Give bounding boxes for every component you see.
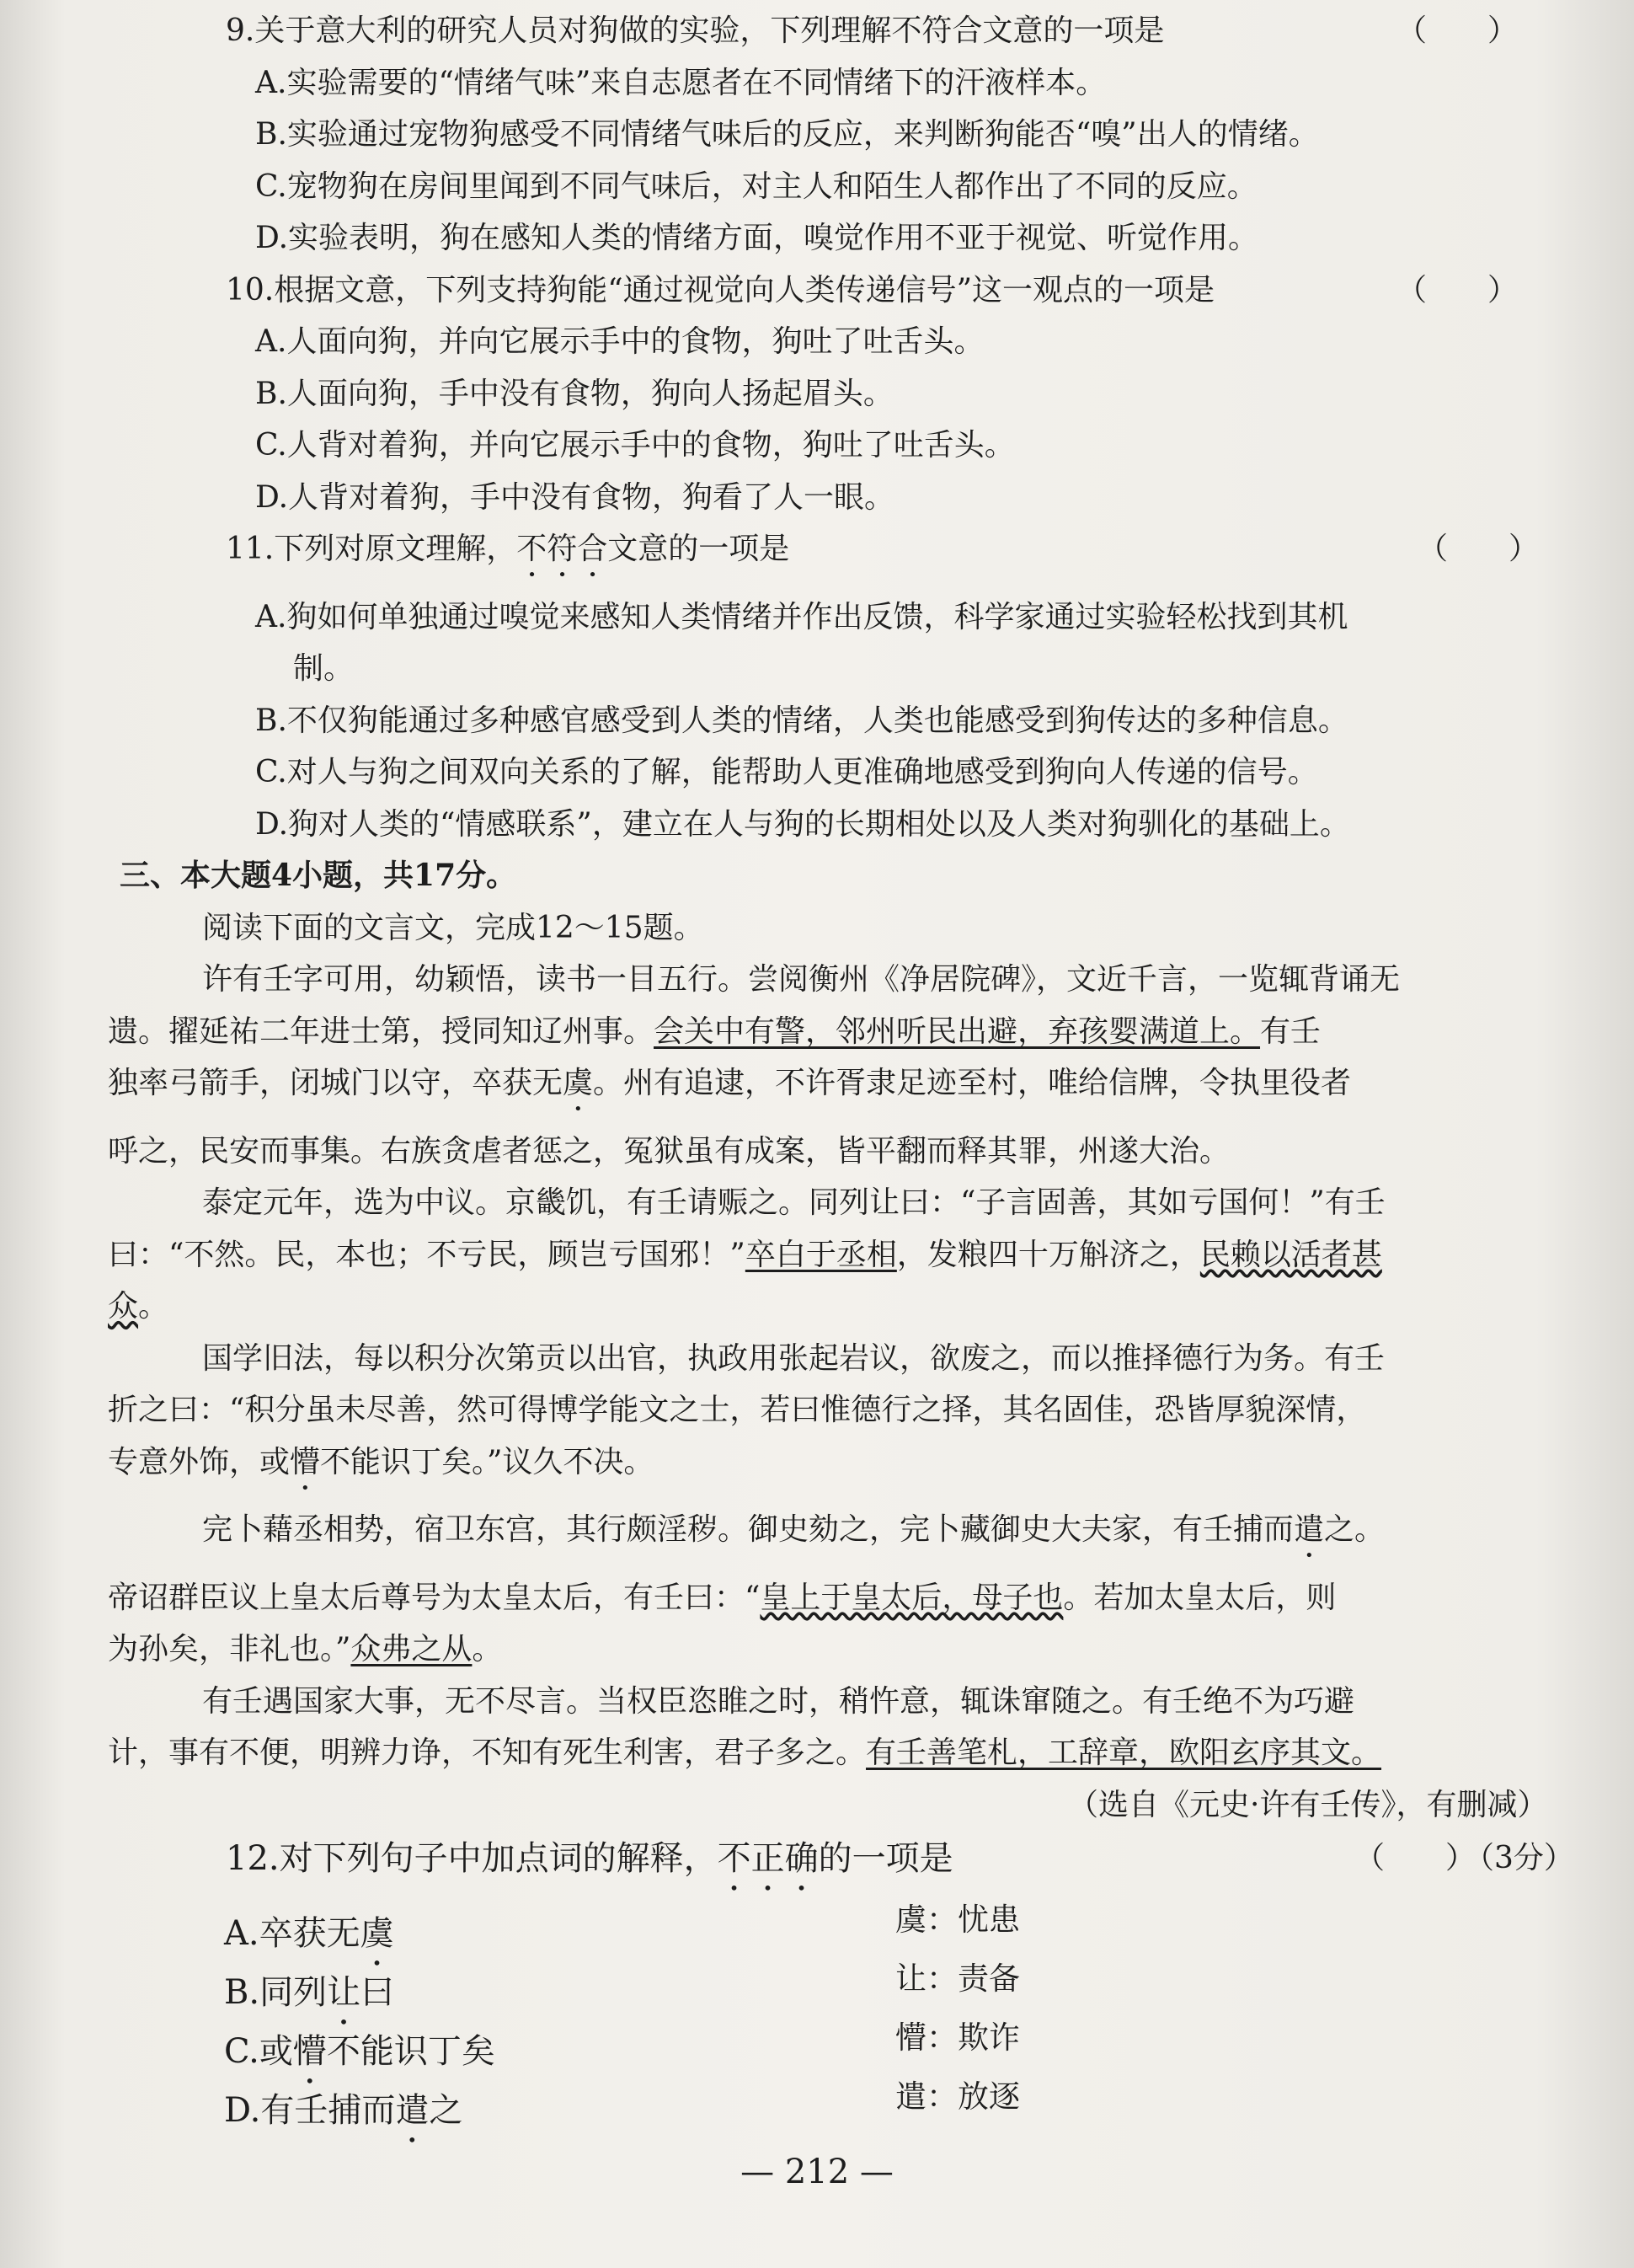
- q12-option-a: [108, 1901, 1557, 1955]
- passage-source: （选自《元史·许有壬传》，有删减）: [1068, 1787, 1548, 1822]
- passage-p3-line3: [108, 1443, 1557, 1497]
- option-text: B.同列: [224, 1972, 328, 2012]
- q12-stem: [108, 1837, 1574, 1898]
- section-3-intro: 阅读下面的文言文，完成12～15题。: [202, 910, 704, 945]
- underlined-sentence: 卒白于丞相: [745, 1237, 897, 1272]
- q11-stem-post: 文意的一项是: [607, 532, 790, 566]
- passage-text: ，发粮四十万斛济之，: [896, 1237, 1200, 1272]
- passage-text: 帝诏群臣议上皇太后尊号为太皇太后，有壬曰：“: [108, 1580, 761, 1615]
- q9-stem: [108, 12, 1557, 50]
- q10-option-b: B.人面向狗，手中没有食物，狗向人扬起眉头。: [255, 376, 894, 411]
- q11-stem-pre: 11.下列对原文理解，: [226, 532, 517, 566]
- q11-stem-emphasis: 不符合: [516, 532, 608, 566]
- q12-option-b-gloss: 让：责备: [895, 1960, 1020, 1997]
- passage-text: 。: [138, 1289, 169, 1324]
- q11-option-a-line2: 制。: [293, 651, 355, 686]
- passage-p1-line2: [108, 1013, 1557, 1051]
- page-content: [108, 12, 1574, 2148]
- wavy-underlined-sentence: 民赖以活者甚: [1199, 1237, 1382, 1272]
- wavy-underlined-sentence: 众: [108, 1289, 139, 1324]
- option-text: 不能识丁矣: [326, 2031, 495, 2071]
- section-3-heading: 三、本大题4小题，共17分。: [120, 858, 517, 893]
- passage-p4-line1: [108, 1511, 1557, 1565]
- option-text: 曰: [360, 1972, 395, 2012]
- passage-p5-line2: [108, 1734, 1557, 1772]
- q11-answer-paren: （ ）: [1418, 532, 1540, 566]
- q12-option-b: [108, 1960, 1557, 2014]
- underlined-sentence: 会关中有警，邻州听民出避，弃孩婴满道上。: [654, 1014, 1261, 1049]
- q9-option-a: A.实验需要的“情绪气味”来自志愿者在不同情绪下的汗液样本。: [255, 65, 1107, 100]
- passage-text: 为孙矣，非礼也。”: [108, 1632, 351, 1666]
- dotted-word: 虞: [360, 1913, 394, 1953]
- dotted-word: 懵: [290, 1444, 321, 1479]
- passage-text: 独率弓箭手，闭城门以守，卒获无: [108, 1066, 563, 1100]
- q12-stem-post: 的一项是: [818, 1839, 953, 1878]
- q9-answer-paren: （ ）: [1396, 13, 1519, 48]
- passage-p4-line2: [108, 1579, 1557, 1617]
- passage-text: 专意外饰，或: [108, 1444, 291, 1479]
- dotted-word: 虞: [563, 1066, 594, 1100]
- q12-score: （3分）: [1464, 1841, 1574, 1875]
- page-number: — 212 —: [740, 2153, 894, 2191]
- q9-option-b: B.实验通过宠物狗感受不同情绪气味后的反应，来判断狗能否“嗅”出人的情绪。: [255, 117, 1319, 152]
- q11-option-a-line1: A.狗如何单独通过嗅觉来感知人类情绪并作出反馈，科学家通过实验轻松找到其机: [255, 599, 1348, 634]
- dotted-word: 遣: [395, 2090, 430, 2130]
- passage-p2-line2: [108, 1236, 1557, 1274]
- q12-stem-emphasis: 不正确: [717, 1839, 819, 1878]
- q12-answer-paren: （ ）: [1354, 1841, 1476, 1875]
- passage-p2-line1: 泰定元年，选为中议。京畿饥，有壬请赈之。同列让曰：“子言固善，其如亏国何！”有壬: [202, 1185, 1386, 1220]
- q10-option-d: D.人背对着狗，手中没有食物，狗看了人一眼。: [255, 479, 895, 515]
- passage-p2-line3: [108, 1287, 1557, 1325]
- passage-text: 。州有追逮，不许胥隶足迹至村，唯给信牌，令执里役者: [593, 1066, 1352, 1100]
- passage-text: 。: [472, 1632, 503, 1666]
- passage-text: 计，事有不便，明辨力诤，不知有死生利害，君子多之。: [108, 1736, 867, 1770]
- dotted-word: 懵: [292, 2031, 327, 2071]
- passage-p3-line1: 国学旧法，每以积分次第贡以出官，执政用张起岩议，欲废之，而以推择德行为务。有壬: [202, 1340, 1386, 1376]
- dotted-word: 让: [327, 1972, 361, 2012]
- q11-option-b: B.不仅狗能通过多种感官感受到人类的情绪，人类也能感受到狗传达的多种信息。: [255, 703, 1348, 738]
- passage-text: 曰：“不然。民，本也；不亏民，顾岂亏国邪！”: [108, 1237, 745, 1272]
- q10-stem-text: 10.根据文意，下列支持狗能“通过视觉向人类传递信号”这一观点的一项是: [226, 272, 1215, 308]
- q12-option-c: [108, 2019, 1557, 2073]
- passage-p3-line2: 折之曰：“积分虽未尽善，然可得博学能文之士，若曰惟德行之择，其名固佳，恐皆厚貌深情，: [108, 1393, 1367, 1427]
- passage-text: 有壬: [1260, 1014, 1322, 1049]
- passage-text: 完卜藉丞相势，宿卫东宫，其行颇淫秽。御史劾之，完卜藏御史大夫家，有壬捕而: [202, 1512, 1295, 1547]
- passage-p4-line3: [108, 1630, 1557, 1668]
- underlined-sentence: 众弗之从: [350, 1632, 473, 1666]
- dotted-word: 遣: [1294, 1512, 1325, 1547]
- q10-option-a: A.人面向狗，并向它展示手中的食物，狗吐了吐舌头。: [255, 324, 985, 359]
- passage-text: 。若加太皇太后，则: [1063, 1580, 1337, 1615]
- wavy-underlined-sentence: 皇上于皇太后，母子也: [760, 1580, 1064, 1615]
- q12-option-d-gloss: 遣：放逐: [895, 2078, 1020, 2115]
- passage-p5-line1: 有壬遇国家大事，无不尽言。当权臣恣睢之时，稍忤意，辄诛窜随之。有壬绝不为巧避: [202, 1683, 1355, 1719]
- option-text: C.或: [224, 2031, 293, 2071]
- q12-option-d: [108, 2078, 1557, 2132]
- passage-text: 之。: [1324, 1512, 1386, 1547]
- q11-option-d: D.狗对人类的“情感联系”，建立在人与狗的长期相处以及人类对狗驯化的基础上。: [255, 806, 1350, 842]
- option-text: A.卒获无: [224, 1913, 360, 1953]
- q10-option-c: C.人背对着狗，并向它展示手中的食物，狗吐了吐舌头。: [255, 428, 1015, 463]
- option-text: 之: [429, 2090, 463, 2130]
- q11-stem: [108, 530, 1557, 584]
- q12-stem-pre: 12.对下列句子中加点词的解释，: [226, 1839, 718, 1878]
- passage-p1-line3: [108, 1064, 1557, 1118]
- q9-option-d: D.实验表明，狗在感知人类的情绪方面，嗅觉作用不亚于视觉、听觉作用。: [255, 221, 1259, 255]
- passage-p1-line1: 许有壬字可用，幼颖悟，读书一目五行。尝阅衡州《净居院碑》，文近千言，一览辄背诵无: [202, 962, 1401, 997]
- passage-text: 不能识丁矣。”议久不决。: [320, 1444, 654, 1479]
- q10-stem: [108, 271, 1557, 309]
- q10-answer-paren: （ ）: [1396, 272, 1519, 308]
- q12-option-a-gloss: 虞：忧患: [895, 1901, 1020, 1938]
- passage-text: 遗。擢延祐二年进士第，授同知辽州事。: [108, 1014, 654, 1049]
- q9-option-c: C.宠物狗在房间里闻到不同气味后，对主人和陌生人都作出了不同的反应。: [255, 168, 1258, 204]
- q11-option-c: C.对人与狗之间双向关系的了解，能帮助人更准确地感受到狗向人传递的信号。: [255, 755, 1318, 789]
- option-text: D.有壬捕而: [224, 2090, 396, 2130]
- passage-p1-line4: 呼之，民安而事集。右族贪虐者惩之，冤狱虽有成案，皆平翻而释其罪，州遂大治。: [108, 1133, 1231, 1169]
- underlined-sentence: 有壬善笔札，工辞章，欧阳玄序其文。: [866, 1736, 1382, 1770]
- q9-stem-text: 9.关于意大利的研究人员对狗做的实验，下列理解不符合文意的一项是: [226, 13, 1165, 48]
- q12-option-c-gloss: 懵：欺诈: [895, 2019, 1020, 2056]
